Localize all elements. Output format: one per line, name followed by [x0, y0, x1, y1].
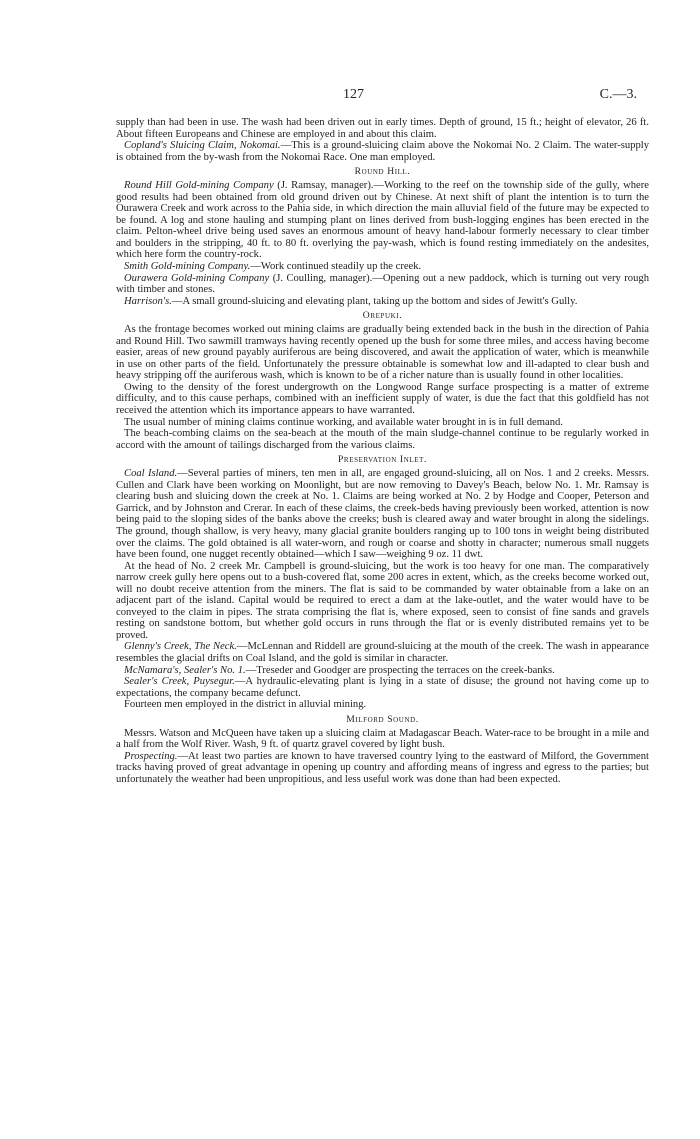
paragraph — [116, 117, 649, 140]
paragraph-text: —A hydraulic-elevating plant is lying in a state of disuse; the ground not having come up to expectations, the company became defunct. — [116, 676, 649, 699]
italic-heading-text: Glenny's Creek, The Neck. — [124, 641, 237, 653]
italic-heading-text: Sealer's Creek, Puysegur. — [124, 676, 235, 688]
paragraph-text: Fourteen men employed in the district in alluvial mining. — [124, 699, 367, 711]
paragraph-text: —At least two parties are known to have traversed country lying to the eastward of Milford, the Government tracks having proved of great advantage in opening up country and affording means of ingress and egress to the parties; but unfortunately the weather had been unpropitious, and less useful work was done than had been expected. — [116, 750, 649, 785]
paragraph-text: —Treseder and Goodger are prospecting the terraces on the creek-banks. — [245, 664, 555, 676]
paragraph-text: supply than had been in use. The wash had been driven out in early times. Depth of ground, 15 ft.; height of elevator, 26 ft. About fifteen Europeans and Chinese are employed in and about this claim. — [116, 117, 649, 140]
section-heading: Round Hill. — [354, 166, 411, 178]
paragraph — [116, 417, 649, 429]
document-reference: C.—3. — [599, 87, 637, 102]
section-heading: Milford Sound. — [346, 713, 419, 725]
paragraph — [116, 296, 649, 308]
paragraph-text: —A small ground-sluicing and elevating plant, taking up the bottom and sides of Jewitt's Gully. — [171, 295, 578, 307]
section-heading: Preservation Inlet. — [338, 454, 427, 466]
italic-heading-text: Copland's Sluicing Claim, Nokomai. — [124, 140, 281, 152]
paragraph-text: As the frontage becomes worked out mining claims are gradually being extended back in the bush in the direction of Pahia and Round Hill. Two sawmill tramways having recently opened up the bush for some three miles, and access having become easier, areas of new ground payably auriferous are being discovered, and await the application of water, which is meanwhile in use on other parts of the field. Unfortunately the pressure obtainable is somewhat low and ill-adapted to clear bush and heavy stripping off the auriferous wash, which is known to be of a richer nature than is usually found in other localities. — [116, 324, 649, 382]
paragraph — [116, 140, 649, 163]
page-header — [0, 89, 700, 105]
document-body — [116, 117, 649, 785]
paragraph-text: (J. Coulling, manager).—Opening out a new paddock, which is turning out very rough with timber and stones. — [116, 272, 649, 296]
paragraph-text: The usual number of mining claims continue working, and available water brought in is in full demand. — [124, 416, 563, 428]
italic-heading-text: Ourawera Gold-mining Company — [124, 272, 270, 284]
italic-heading-text: McNamara's, Sealer's No. 1. — [124, 664, 246, 676]
paragraph — [116, 382, 649, 417]
paragraph-text: —Work continued steadily up the creek. — [250, 261, 422, 273]
paragraph — [116, 273, 649, 296]
paragraph — [116, 324, 649, 382]
paragraph-text: —Several parties of miners, ten men in all, are engaged ground-sluicing, all on Nos. 1 and 2 creeks. Messrs. Cullen and Clark have been working on Moonlight, but are now removing to Davey's Beach, below No. 1. Mr. Ramsay is clearing bush and sluicing down the creek at No. 1. Claims are being worked at No. 2 by Hodge and Cooper, Peterson and Garrick, and by Johnston and Crerar. In each of these claims, the creek-beds having previously been worked, attention is now being paid to the sloping sides of the banks above the creeks; bush is cleared away and water brought in along the sidelings. The ground, though shallow, is very heavy, many glacial granite boulders ranging up to 100 tons in weight being distributed over the claims. The gold obtained is all water-worn, and rough or coarse and shotty in character; numerous small nuggets have been found, one nugget recently obtained—which I saw—weighing 9 oz. 11 dwt. — [116, 468, 649, 561]
paragraph-text: Messrs. Watson and McQueen have taken up a sluicing claim at Madagascar Beach. Water-race to be brought in a mile and a half from the Wolf River. Wash, 9 ft. of quartz gravel covered by light bush. — [116, 727, 649, 751]
section-heading: Orepuki. — [362, 310, 403, 322]
paragraph — [116, 699, 649, 711]
paragraph — [116, 641, 649, 664]
italic-heading-text: Harrison's. — [124, 295, 172, 307]
paragraph — [116, 180, 649, 261]
paragraph-text: The beach-combing claims on the sea-beach at the mouth of the main sludge-channel continue to be regularly worked in accord with the amount of tailings discharged from the various claims. — [116, 428, 649, 451]
paragraph — [116, 665, 649, 677]
italic-heading-text: Coal Island. — [124, 468, 178, 480]
paragraph — [116, 428, 649, 451]
paragraph-text: At the head of No. 2 creek Mr. Campbell is ground-sluicing, but the work is too heavy for one man. The comparatively narrow creek gully here opens out to a bush-covered flat, some 200 acres in extent, which, as the creeks become worked out, will no doubt receive attention from the miners. The flat is said to be commanded by water obtainable from a lake on an adjacent part of the island. Capital would be required to erect a dam at the lake-outlet, and the water would have to be conveyed to the claim in pipes. The strata comprising the flat is, where exposed, seen to consist of fine sands and gravels resting on sandstone bottom, but whether gold occurs in runs through the flat or is evenly distributed remains yet to be proved. — [116, 560, 649, 641]
page-number: 127 — [343, 87, 364, 102]
italic-heading-text: Smith Gold-mining Company. — [124, 261, 251, 273]
italic-heading-text: Round Hill Gold-mining Company — [124, 180, 274, 192]
italic-heading-text: Prospecting. — [124, 750, 178, 762]
paragraph-text: —This is a ground-sluicing claim above the Nokomai No. 2 Claim. The water-supply is obtained from the by-wash from the Nokomai Race. One man employed. — [116, 140, 649, 163]
paragraph-text: (J. Ramsay, manager).—Working to the reef on the township side of the gully, where good results had been obtained from old ground driven out by Chinese. At next shift of plant the intention is to turn the Ourawera Creek and work across to the Pahia side, in which direction the main alluvial field of the future may be expected to be found. A log and stone hauling and stumping plant on lines derived from bush-logging engines has been erected in the claim. Pelton-wheel drive being used saves an enormous amount of heavy hand-labour formerly necessary to clear timber and boulders in the stripping, 40 ft. to 80 ft. overlying the pay-wash, which is found resting immediately on the andesites, which here form the country-rock. — [116, 180, 649, 261]
paragraph — [116, 468, 649, 560]
paragraph-text: —McLennan and Riddell are ground-sluicing at the mouth of the creek. The wash in appearance resembles the glacial drifts on Coal Island, and the gold is similar in character. — [116, 641, 649, 664]
paragraph — [116, 561, 649, 642]
paragraph — [116, 728, 649, 751]
paragraph — [116, 751, 649, 786]
paragraph — [116, 676, 649, 699]
paragraph — [116, 261, 649, 273]
paragraph-text: Owing to the density of the forest undergrowth on the Longwood Range surface prospecting is a matter of extreme difficulty, and to this cause perhaps, combined with an inefficient supply of water, is due the fact that this goldfield has not received the attention which its importance appears to have warranted. — [116, 381, 649, 417]
